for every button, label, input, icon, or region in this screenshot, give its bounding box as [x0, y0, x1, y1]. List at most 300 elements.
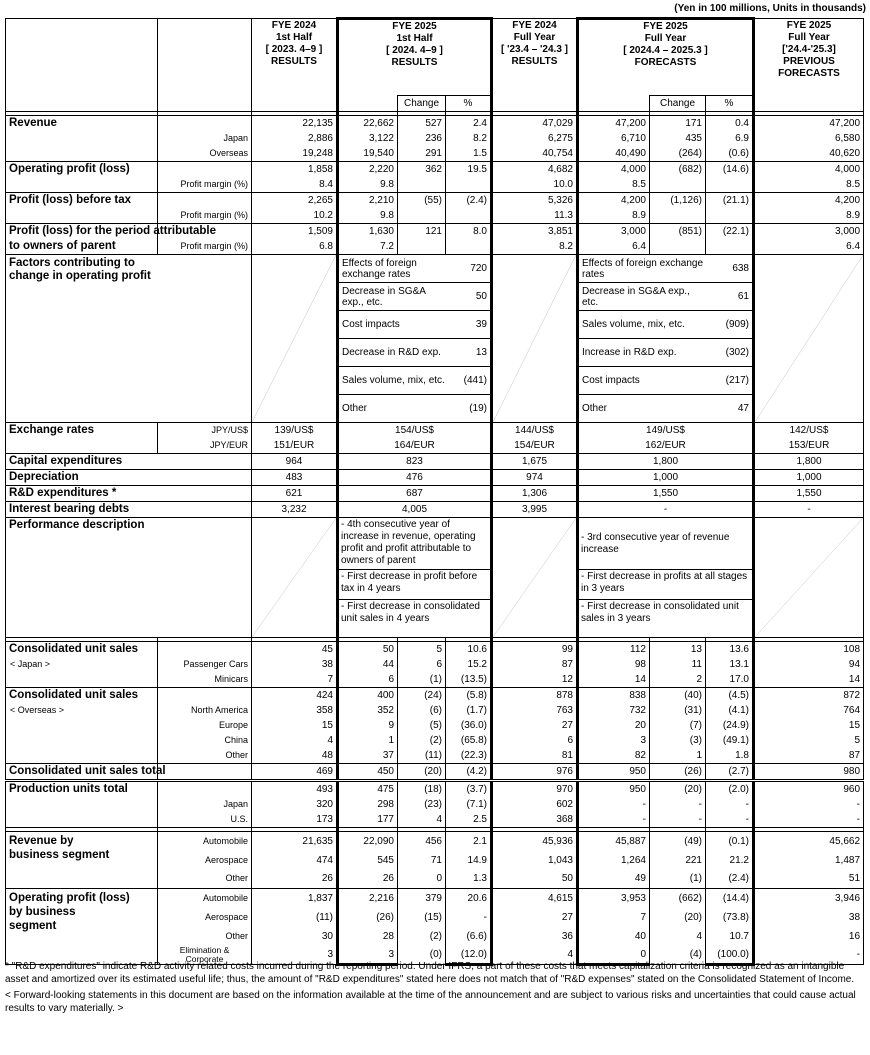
value-h1-2024: 21,635: [252, 832, 338, 851]
diagonal-line-icon: [493, 255, 576, 422]
pct-fy: (14.6): [706, 162, 754, 178]
pct-h1: (1.7): [446, 703, 492, 718]
value-h1-2025: 7.2: [338, 239, 398, 255]
row-sublabel: U.S.: [158, 812, 252, 828]
pct-fy: 10.7: [706, 927, 754, 946]
diagonal-line-icon: [755, 518, 863, 637]
change-fy: 1: [650, 748, 706, 764]
value-h1-2025: 50: [338, 642, 398, 658]
value-fy-2024: 27: [492, 718, 578, 733]
value-fy-2025: 4,000: [578, 162, 650, 178]
factors-fy-2024-empty: [492, 255, 578, 423]
factors-h1-2025: [338, 255, 492, 423]
value-fy-2024: 4: [492, 946, 578, 965]
change-h1: 6: [398, 657, 446, 672]
pct-fy: 21.2: [706, 851, 754, 870]
factor-label: Other: [582, 403, 608, 414]
value-prev-forecast: 3,000: [754, 224, 864, 240]
value-h1-2024: 8.4: [252, 177, 338, 193]
header-h1-2025: FYE 2025 1st Half [ 2024. 4–9 ] RESULTS: [338, 19, 492, 96]
change-h1: (55): [398, 193, 446, 209]
row-sublabel: Passenger Cars: [158, 657, 252, 672]
value-h1-2024: 45: [252, 642, 338, 658]
value-prev-forecast: 4,000: [754, 162, 864, 178]
change-h1: (23): [398, 797, 446, 812]
change-h1: 0: [398, 870, 446, 889]
value-h1-2025: 9.8: [338, 177, 398, 193]
pct-fy: (4.5): [706, 688, 754, 704]
value-prev-forecast: 51: [754, 870, 864, 889]
factor-label: Effects of foreign exchange rates: [339, 255, 448, 283]
pct-h1: (6.6): [446, 927, 492, 946]
value-fy-2024: 602: [492, 797, 578, 812]
row-sublabel: Other: [158, 870, 252, 889]
row-label: Operating profit (loss): [6, 162, 158, 178]
value-fy-2024: 4,615: [492, 889, 578, 908]
value-fy-2025: 950: [578, 781, 650, 798]
performance-label: Performance description: [6, 518, 252, 638]
row-sublabel: [158, 764, 252, 781]
change-h1: (15): [398, 908, 446, 927]
row-sublabel: North America: [158, 703, 252, 718]
change-h1: (1): [398, 672, 446, 688]
factor-value: 39: [448, 311, 490, 339]
value-prev-forecast: 40,620: [754, 146, 864, 162]
value-prev-forecast: 8.5: [754, 177, 864, 193]
factor-label: Other: [342, 403, 368, 414]
value-h1-2024: 15: [252, 718, 338, 733]
value-h1-2024: 2,265: [252, 193, 338, 209]
factor-label: Decrease in R&D exp.: [339, 339, 448, 367]
row-label: to owners of parent: [6, 239, 158, 255]
change-h1: 379: [398, 889, 446, 908]
row-sublabel: Elimination & Corporate: [158, 946, 252, 965]
pct-fy: (22.1): [706, 224, 754, 240]
change-h1: (6): [398, 703, 446, 718]
change-h1: 362: [398, 162, 446, 178]
value-h1-2024: 4: [252, 733, 338, 748]
factor-value: 61: [710, 283, 752, 311]
pct-fy: [706, 239, 754, 255]
value-h1-2024: 2,886: [252, 131, 338, 146]
row-label: Interest bearing debts: [6, 502, 252, 518]
pct-h1: (65.8): [446, 733, 492, 748]
pct-fy: -: [706, 797, 754, 812]
value-prev-forecast: 5: [754, 733, 864, 748]
pct-h1: 15.2: [446, 657, 492, 672]
factor-label: Increase in R&D exp.: [579, 339, 710, 367]
change-header: Change: [398, 96, 446, 112]
pct-fy: (49.1): [706, 733, 754, 748]
row-label: Consolidated unit sales: [6, 688, 158, 704]
pct-h1: 10.6: [446, 642, 492, 658]
value-h1-2025: 22,090: [338, 832, 398, 851]
header-fy-2025: FYE 2025 Full Year [ 2024.4 – 2025.3 ] FORECASTS: [578, 19, 754, 96]
value-h1-2024: 1,509: [252, 224, 338, 240]
change-fy: (7): [650, 718, 706, 733]
value-h1-2024: 7: [252, 672, 338, 688]
factor-label: Cost impacts: [579, 367, 710, 395]
value-fy-2024: 87: [492, 657, 578, 672]
pct-fy: (0.6): [706, 146, 754, 162]
factors-fy-2025: [578, 255, 754, 423]
row-sublabel: [158, 642, 252, 658]
value-prev-forecast: 3,946: [754, 889, 864, 908]
change-fy: (49): [650, 832, 706, 851]
value-prev-forecast: 872: [754, 688, 864, 704]
row-sublabel: [158, 781, 252, 798]
performance-fy-2025: - 3rd consecutive year of revenue increase - First decrease in profits at all stages in 3 years - First decrease in consolidated unit sales in 3 years: [578, 518, 754, 638]
change-fy: (851): [650, 224, 706, 240]
value-fy-2024: 878: [492, 688, 578, 704]
diagonal-line-icon: [252, 255, 336, 422]
pct-fy: (100.0): [706, 946, 754, 965]
factors-prev-empty: [754, 255, 864, 423]
pct-h1: 8.0: [446, 224, 492, 240]
factor-value: 720: [448, 255, 490, 283]
change-h1: (2): [398, 733, 446, 748]
change-fy: (264): [650, 146, 706, 162]
change-fy: (20): [650, 781, 706, 798]
value-h1-2024: 26: [252, 870, 338, 889]
change-fy: 4: [650, 927, 706, 946]
value-fy-2025: 6.4: [578, 239, 650, 255]
factor-value: 638: [710, 255, 752, 283]
value-fy-2025: 20: [578, 718, 650, 733]
pct-fy: 6.9: [706, 131, 754, 146]
row-label: Profit (loss) before tax: [6, 193, 158, 209]
factor-value: (909): [710, 311, 752, 339]
value-prev-forecast: 960: [754, 781, 864, 798]
change-fy: (20): [650, 908, 706, 927]
value-h1-2025: 9: [338, 718, 398, 733]
change-fy: (3): [650, 733, 706, 748]
row-sublabel: Aerospace: [158, 851, 252, 870]
fx-usd-label: JPY/US$: [158, 423, 252, 439]
row-sublabel: Japan: [158, 797, 252, 812]
pct-fy: (0.1): [706, 832, 754, 851]
value-h1-2024: 22,135: [252, 116, 338, 132]
change-fy: -: [650, 812, 706, 828]
value-fy-2024: 40,754: [492, 146, 578, 162]
value-prev-forecast: 1,487: [754, 851, 864, 870]
footnote-forward-looking: < Forward-looking statements in this document are based on the information available at the time of the announcement and are subject to various risks and uncertainties that could cause actual results to vary materially. >: [5, 990, 856, 1014]
row-sublabel: Minicars: [158, 672, 252, 688]
value-prev-forecast: 38: [754, 908, 864, 927]
value-fy-2025: 40: [578, 927, 650, 946]
header-fy-2024: FYE 2024 Full Year [ '23.4 – '24.3 ] RESULTS: [492, 19, 578, 96]
value-prev-forecast: 980: [754, 764, 864, 781]
value-fy-2025: 49: [578, 870, 650, 889]
row-sublabel: Automobile: [158, 889, 252, 908]
row-sublabel: [158, 688, 252, 704]
change-fy: 11: [650, 657, 706, 672]
region-label: < Overseas >: [6, 703, 158, 718]
pct-header: %: [706, 96, 754, 112]
factor-value: (19): [469, 403, 487, 414]
factor-value: 13: [448, 339, 490, 367]
change-h1: 71: [398, 851, 446, 870]
value-h1-2025: (26): [338, 908, 398, 927]
value-prev-forecast: 47,200: [754, 116, 864, 132]
pct-fy: (21.1): [706, 193, 754, 209]
value-h1-2024: 469: [252, 764, 338, 781]
change-fy: -: [650, 797, 706, 812]
change-fy: (4): [650, 946, 706, 965]
factor-value: 47: [737, 403, 749, 414]
value-h1-2024: 3: [252, 946, 338, 965]
row-sublabel: [158, 162, 252, 178]
value-h1-2025: 3: [338, 946, 398, 965]
value-fy-2024: 3,851: [492, 224, 578, 240]
pct-h1: 14.9: [446, 851, 492, 870]
pct-h1: (4.2): [446, 764, 492, 781]
value-prev-forecast: 94: [754, 657, 864, 672]
unit-note: (Yen in 100 millions, Units in thousands): [674, 3, 866, 14]
value-h1-2025: 298: [338, 797, 398, 812]
pct-fy: (2.4): [706, 870, 754, 889]
pct-h1: -: [446, 908, 492, 927]
op-profit-segment-label: Operating profit (loss) by business segment: [6, 889, 158, 965]
factor-value: (217): [710, 367, 752, 395]
value-prev-forecast: 4,200: [754, 193, 864, 209]
row-sublabel: Profit margin (%): [158, 208, 252, 224]
pct-h1: [446, 177, 492, 193]
pct-h1: 8.2: [446, 131, 492, 146]
pct-h1: 2.4: [446, 116, 492, 132]
value-fy-2025: 3: [578, 733, 650, 748]
value-fy-2024: 81: [492, 748, 578, 764]
pct-h1: (12.0): [446, 946, 492, 965]
value-h1-2025: 44: [338, 657, 398, 672]
factors-h1-2024-empty: [252, 255, 338, 423]
change-fy: (40): [650, 688, 706, 704]
value-fy-2024: 36: [492, 927, 578, 946]
value-fy-2025: 40,490: [578, 146, 650, 162]
value-h1-2025: 22,662: [338, 116, 398, 132]
value-fy-2025: 47,200: [578, 116, 650, 132]
value-fy-2025: 1,264: [578, 851, 650, 870]
value-h1-2024: 173: [252, 812, 338, 828]
pct-fy: (2.0): [706, 781, 754, 798]
value-h1-2024: 6.8: [252, 239, 338, 255]
value-fy-2024: 47,029: [492, 116, 578, 132]
value-prev-forecast: 108: [754, 642, 864, 658]
value-fy-2024: 368: [492, 812, 578, 828]
change-fy: 2: [650, 672, 706, 688]
row-sublabel: Profit margin (%): [158, 239, 252, 255]
value-fy-2024: 11.3: [492, 208, 578, 224]
pct-h1: 1.5: [446, 146, 492, 162]
pct-fy: -: [706, 812, 754, 828]
pct-fy: (14.4): [706, 889, 754, 908]
value-fy-2025: 8.5: [578, 177, 650, 193]
value-prev-forecast: 87: [754, 748, 864, 764]
region-label: < Japan >: [6, 657, 158, 672]
value-h1-2025: 400: [338, 688, 398, 704]
value-fy-2024: 6,275: [492, 131, 578, 146]
change-fy: 435: [650, 131, 706, 146]
change-h1: (5): [398, 718, 446, 733]
pct-h1: [446, 208, 492, 224]
value-fy-2024: 12: [492, 672, 578, 688]
value-h1-2024: 474: [252, 851, 338, 870]
value-h1-2025: 26: [338, 870, 398, 889]
change-h1: 456: [398, 832, 446, 851]
value-h1-2025: 1,630: [338, 224, 398, 240]
pct-header: %: [446, 96, 492, 112]
value-prev-forecast: 45,662: [754, 832, 864, 851]
pct-h1: (2.4): [446, 193, 492, 209]
header-h1-2024: FYE 2024 1st Half [ 2023. 4–9 ] RESULTS: [252, 19, 338, 96]
value-h1-2024: 19,248: [252, 146, 338, 162]
value-h1-2025: 352: [338, 703, 398, 718]
value-fy-2025: 6,710: [578, 131, 650, 146]
pct-fy: (24.9): [706, 718, 754, 733]
change-fy: (662): [650, 889, 706, 908]
value-fy-2024: 99: [492, 642, 578, 658]
value-fy-2025: 14: [578, 672, 650, 688]
value-fy-2025: 950: [578, 764, 650, 781]
value-prev-forecast: 14: [754, 672, 864, 688]
value-fy-2024: 10.0: [492, 177, 578, 193]
factor-label: Sales volume, mix, etc.: [339, 367, 448, 395]
row-sublabel: Other: [158, 927, 252, 946]
value-fy-2025: 732: [578, 703, 650, 718]
row-sublabel: [158, 116, 252, 132]
pct-h1: 20.6: [446, 889, 492, 908]
value-fy-2024: 4,682: [492, 162, 578, 178]
row-label: Consolidated unit sales total: [6, 764, 158, 781]
row-sublabel: Aerospace: [158, 908, 252, 927]
value-h1-2024: 48: [252, 748, 338, 764]
fx-eur-label: JPY/EUR: [158, 438, 252, 454]
value-h1-2025: 2,220: [338, 162, 398, 178]
change-fy: (1,126): [650, 193, 706, 209]
value-fy-2024: 970: [492, 781, 578, 798]
value-prev-forecast: 15: [754, 718, 864, 733]
value-fy-2025: 838: [578, 688, 650, 704]
pct-h1: (13.5): [446, 672, 492, 688]
pct-h1: 1.3: [446, 870, 492, 889]
value-prev-forecast: 764: [754, 703, 864, 718]
pct-fy: 13.1: [706, 657, 754, 672]
value-fy-2024: 1,043: [492, 851, 578, 870]
pct-fy: (73.8): [706, 908, 754, 927]
value-h1-2024: 320: [252, 797, 338, 812]
value-h1-2025: 1: [338, 733, 398, 748]
change-h1: 121: [398, 224, 446, 240]
value-prev-forecast: -: [754, 812, 864, 828]
row-sublabel: Europe: [158, 718, 252, 733]
value-prev-forecast: -: [754, 946, 864, 965]
value-fy-2024: 45,936: [492, 832, 578, 851]
pct-h1: (36.0): [446, 718, 492, 733]
pct-fy: [706, 177, 754, 193]
value-fy-2025: 3,953: [578, 889, 650, 908]
row-label: Consolidated unit sales: [6, 642, 158, 658]
value-h1-2024: 493: [252, 781, 338, 798]
performance-h1-2025: - 4th consecutive year of increase in revenue, operating profit and profit attributable to owners of parent - First decrease in profit before tax in 4 years - First decrease in consolidated unit sales in 4 years: [338, 518, 492, 638]
value-fy-2025: 3,000: [578, 224, 650, 240]
value-fy-2025: -: [578, 812, 650, 828]
factor-value: 50: [448, 283, 490, 311]
diagonal-line-icon: [755, 255, 863, 422]
value-h1-2025: 2,216: [338, 889, 398, 908]
pct-fy: 0.4: [706, 116, 754, 132]
pct-fy: 17.0: [706, 672, 754, 688]
change-h1: [398, 208, 446, 224]
row-sublabel: Profit margin (%): [158, 177, 252, 193]
change-fy: [650, 208, 706, 224]
change-fy: (26): [650, 764, 706, 781]
factor-label: Effects of foreign exchange rates: [579, 255, 710, 283]
value-h1-2025: 2,210: [338, 193, 398, 209]
value-h1-2024: 38: [252, 657, 338, 672]
row-label: R&D expenditures *: [6, 486, 252, 502]
value-prev-forecast: 8.9: [754, 208, 864, 224]
change-fy: 221: [650, 851, 706, 870]
value-h1-2025: 3,122: [338, 131, 398, 146]
change-fy: (682): [650, 162, 706, 178]
change-h1: (0): [398, 946, 446, 965]
value-h1-2025: 28: [338, 927, 398, 946]
value-fy-2025: 98: [578, 657, 650, 672]
pct-fy: 13.6: [706, 642, 754, 658]
value-h1-2024: (11): [252, 908, 338, 927]
change-h1: 5: [398, 642, 446, 658]
value-fy-2024: 27: [492, 908, 578, 927]
row-label: Revenue: [6, 116, 158, 132]
row-label: Capital expenditures: [6, 454, 252, 470]
row-sublabel: Automobile: [158, 832, 252, 851]
value-h1-2025: 177: [338, 812, 398, 828]
pct-h1: [446, 239, 492, 255]
row-sublabel: China: [158, 733, 252, 748]
value-fy-2024: 976: [492, 764, 578, 781]
value-h1-2024: 358: [252, 703, 338, 718]
factor-label: Cost impacts: [339, 311, 448, 339]
diagonal-line-icon: [493, 518, 576, 637]
value-fy-2025: 82: [578, 748, 650, 764]
header-prev-forecast: FYE 2025 Full Year ['24.4-'25.3] PREVIOUS FORECASTS: [754, 19, 864, 96]
value-prev-forecast: 6.4: [754, 239, 864, 255]
row-sublabel: Other: [158, 748, 252, 764]
value-fy-2025: -: [578, 797, 650, 812]
row-sublabel: Overseas: [158, 146, 252, 162]
row-label: Exchange rates: [6, 423, 158, 439]
value-fy-2025: 8.9: [578, 208, 650, 224]
value-h1-2025: 9.8: [338, 208, 398, 224]
factors-label: Factors contributing to change in operating profit: [6, 255, 252, 423]
row-label: Production units total: [6, 781, 158, 798]
value-h1-2025: 6: [338, 672, 398, 688]
value-h1-2024: 424: [252, 688, 338, 704]
pct-h1: (22.3): [446, 748, 492, 764]
change-h1: (11): [398, 748, 446, 764]
factor-label: Decrease in SG&A exp., etc.: [339, 283, 448, 311]
value-fy-2024: 50: [492, 870, 578, 889]
footnote-rd: * "R&D expenditures" indicate R&D activity related costs incurred during the reporting period. Under IFRS, a part of these costs that meets capitalization criteria is recognized as an intangible asset and amortized over its estimated useful life; thus, the amount of "R&D expenditures" stated here does not match that of "R&D expenses" stated on the Consolidated Statement of Income.: [5, 961, 855, 985]
value-fy-2025: 112: [578, 642, 650, 658]
value-h1-2024: 30: [252, 927, 338, 946]
pct-fy: (4.1): [706, 703, 754, 718]
value-h1-2025: 19,540: [338, 146, 398, 162]
footnotes: [5, 960, 863, 1018]
change-header: Change: [650, 96, 706, 112]
change-h1: [398, 177, 446, 193]
value-fy-2024: 8.2: [492, 239, 578, 255]
